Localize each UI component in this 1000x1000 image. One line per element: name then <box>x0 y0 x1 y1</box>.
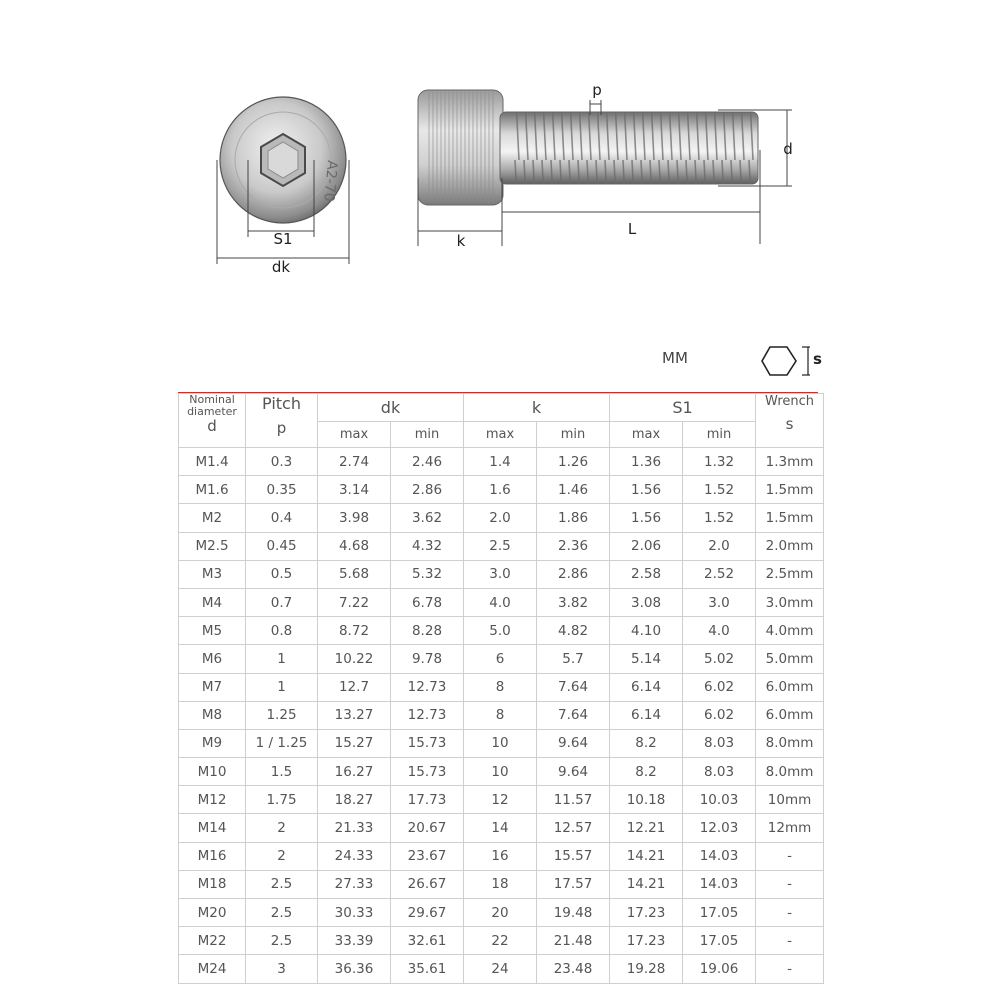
cell-dk-min: 12.73 <box>391 701 464 729</box>
cell-dk-max: 15.27 <box>318 729 391 757</box>
cell-s1-max: 14.21 <box>610 842 683 870</box>
cell-dk-max: 16.27 <box>318 758 391 786</box>
table-row <box>179 588 824 616</box>
cell-d: M24 <box>179 955 246 983</box>
cell-s: 1.3mm <box>756 448 824 476</box>
cell-s1-min: 14.03 <box>683 842 756 870</box>
cell-d: M2 <box>179 504 246 532</box>
cell-k-min: 9.64 <box>537 729 610 757</box>
cell-k-min: 5.7 <box>537 645 610 673</box>
cell-s: 5.0mm <box>756 645 824 673</box>
cell-s: 12mm <box>756 814 824 842</box>
cell-p: 2 <box>246 842 318 870</box>
cell-s1-min: 4.0 <box>683 617 756 645</box>
cell-dk-min: 26.67 <box>391 870 464 898</box>
cell-p: 1 / 1.25 <box>246 729 318 757</box>
cell-s: 10mm <box>756 786 824 814</box>
table-row <box>179 899 824 927</box>
cell-dk-max: 27.33 <box>318 870 391 898</box>
cell-s1-max: 2.58 <box>610 560 683 588</box>
cell-p: 0.3 <box>246 448 318 476</box>
table-row <box>179 870 824 898</box>
table-row <box>179 673 824 701</box>
cell-k-max: 2.5 <box>464 532 537 560</box>
cell-k-max: 16 <box>464 842 537 870</box>
cell-p: 1 <box>246 645 318 673</box>
cell-p: 0.45 <box>246 532 318 560</box>
cell-s1-max: 19.28 <box>610 955 683 983</box>
cell-k-min: 1.26 <box>537 448 610 476</box>
cell-k-min: 12.57 <box>537 814 610 842</box>
header-k: k <box>464 394 610 422</box>
cell-k-min: 21.48 <box>537 927 610 955</box>
cell-dk-min: 9.78 <box>391 645 464 673</box>
table-row <box>179 842 824 870</box>
hexagon-icon <box>752 338 812 384</box>
cell-s1-min: 12.03 <box>683 814 756 842</box>
cell-k-max: 20 <box>464 899 537 927</box>
cell-s1-max: 6.14 <box>610 673 683 701</box>
head-top-view <box>220 97 346 223</box>
cell-s1-max: 1.56 <box>610 476 683 504</box>
cell-d: M12 <box>179 786 246 814</box>
screw-dimension-diagram <box>0 0 1000 320</box>
cell-s: 8.0mm <box>756 729 824 757</box>
cell-s1-max: 8.2 <box>610 758 683 786</box>
cell-s1-min: 1.52 <box>683 504 756 532</box>
cell-k-min: 1.46 <box>537 476 610 504</box>
cell-dk-max: 30.33 <box>318 899 391 927</box>
cell-k-max: 10 <box>464 729 537 757</box>
header-k-min: min <box>537 422 610 448</box>
header-nominal-symbol: d <box>207 417 217 435</box>
cell-k-min: 17.57 <box>537 870 610 898</box>
cell-p: 3 <box>246 955 318 983</box>
cell-k-max: 10 <box>464 758 537 786</box>
header-dk-min: min <box>391 422 464 448</box>
cell-k-max: 8 <box>464 673 537 701</box>
header-dk: dk <box>318 394 464 422</box>
table-row <box>179 645 824 673</box>
cell-dk-min: 20.67 <box>391 814 464 842</box>
cell-d: M7 <box>179 673 246 701</box>
cell-s1-min: 3.0 <box>683 588 756 616</box>
cell-s1-min: 17.05 <box>683 927 756 955</box>
cell-s1-min: 1.32 <box>683 448 756 476</box>
header-nominal-diameter <box>179 394 246 448</box>
header-pitch-symbol: p <box>276 419 287 437</box>
table-row <box>179 927 824 955</box>
header-wrench-symbol: s <box>785 415 794 433</box>
cell-s: 3.0mm <box>756 588 824 616</box>
cell-k-min: 15.57 <box>537 842 610 870</box>
cell-k-min: 1.86 <box>537 504 610 532</box>
cell-dk-max: 18.27 <box>318 786 391 814</box>
cell-p: 0.7 <box>246 588 318 616</box>
cell-s: - <box>756 842 824 870</box>
cell-s1-min: 2.52 <box>683 560 756 588</box>
cell-s1-max: 12.21 <box>610 814 683 842</box>
cell-s1-min: 6.02 <box>683 701 756 729</box>
cell-k-min: 19.48 <box>537 899 610 927</box>
cell-s: 6.0mm <box>756 701 824 729</box>
cell-dk-max: 13.27 <box>318 701 391 729</box>
spec-table-body <box>179 448 824 984</box>
cell-d: M20 <box>179 899 246 927</box>
cell-s1-min: 8.03 <box>683 729 756 757</box>
cell-dk-max: 3.98 <box>318 504 391 532</box>
cell-dk-min: 8.28 <box>391 617 464 645</box>
p-dimension-label: p <box>592 81 602 99</box>
cell-s: 6.0mm <box>756 673 824 701</box>
cell-p: 0.5 <box>246 560 318 588</box>
cell-p: 2 <box>246 814 318 842</box>
l-dimension-label: L <box>627 220 637 238</box>
header-wrench-text: Wrench <box>765 394 814 409</box>
cell-p: 2.5 <box>246 927 318 955</box>
cell-d: M22 <box>179 927 246 955</box>
cell-k-min: 9.64 <box>537 758 610 786</box>
cell-d: M3 <box>179 560 246 588</box>
cell-dk-max: 3.14 <box>318 476 391 504</box>
header-s1-min: min <box>683 422 756 448</box>
cell-p: 1 <box>246 673 318 701</box>
cell-dk-max: 2.74 <box>318 448 391 476</box>
cell-k-max: 18 <box>464 870 537 898</box>
cell-k-min: 11.57 <box>537 786 610 814</box>
cell-d: M18 <box>179 870 246 898</box>
table-row <box>179 729 824 757</box>
table-row <box>179 448 824 476</box>
cell-p: 1.25 <box>246 701 318 729</box>
cell-k-max: 22 <box>464 927 537 955</box>
cell-s: 1.5mm <box>756 504 824 532</box>
cell-dk-max: 5.68 <box>318 560 391 588</box>
cell-k-max: 1.6 <box>464 476 537 504</box>
cell-d: M5 <box>179 617 246 645</box>
cell-s1-min: 8.03 <box>683 758 756 786</box>
cell-k-max: 4.0 <box>464 588 537 616</box>
cell-k-max: 2.0 <box>464 504 537 532</box>
cell-p: 0.35 <box>246 476 318 504</box>
cell-dk-min: 5.32 <box>391 560 464 588</box>
dk-dimension-label: dk <box>271 258 291 276</box>
cell-k-max: 1.4 <box>464 448 537 476</box>
cell-p: 2.5 <box>246 870 318 898</box>
cell-dk-max: 21.33 <box>318 814 391 842</box>
cell-s1-min: 19.06 <box>683 955 756 983</box>
cell-k-min: 7.64 <box>537 673 610 701</box>
cell-dk-max: 10.22 <box>318 645 391 673</box>
cell-dk-min: 4.32 <box>391 532 464 560</box>
screw-side-view <box>418 90 758 205</box>
cell-k-max: 12 <box>464 786 537 814</box>
cell-s: 1.5mm <box>756 476 824 504</box>
cell-dk-min: 17.73 <box>391 786 464 814</box>
cell-p: 2.5 <box>246 899 318 927</box>
cell-p: 0.4 <box>246 504 318 532</box>
header-nominal-text: Nominal diameter <box>187 393 237 418</box>
table-row <box>179 476 824 504</box>
header-wrench <box>756 394 824 448</box>
cell-k-max: 8 <box>464 701 537 729</box>
cell-dk-min: 15.73 <box>391 729 464 757</box>
screw-spec-table <box>178 393 824 984</box>
cell-d: M16 <box>179 842 246 870</box>
table-row <box>179 814 824 842</box>
unit-label: MM <box>662 349 688 367</box>
table-row <box>179 532 824 560</box>
cell-s1-max: 17.23 <box>610 899 683 927</box>
cell-dk-max: 36.36 <box>318 955 391 983</box>
cell-s: 2.5mm <box>756 560 824 588</box>
cell-k-max: 24 <box>464 955 537 983</box>
cell-s: - <box>756 955 824 983</box>
table-row <box>179 786 824 814</box>
cell-d: M10 <box>179 758 246 786</box>
cell-d: M9 <box>179 729 246 757</box>
cell-s1-max: 5.14 <box>610 645 683 673</box>
cell-s1-max: 10.18 <box>610 786 683 814</box>
table-row <box>179 758 824 786</box>
cell-s1-max: 1.56 <box>610 504 683 532</box>
cell-k-max: 3.0 <box>464 560 537 588</box>
header-k-max: max <box>464 422 537 448</box>
cell-s: - <box>756 899 824 927</box>
cell-s1-min: 10.03 <box>683 786 756 814</box>
table-row <box>179 617 824 645</box>
cell-k-max: 14 <box>464 814 537 842</box>
d-dimension-label: d <box>783 140 793 158</box>
cell-s1-min: 5.02 <box>683 645 756 673</box>
cell-dk-max: 24.33 <box>318 842 391 870</box>
cell-s1-max: 17.23 <box>610 927 683 955</box>
cell-dk-min: 3.62 <box>391 504 464 532</box>
cell-d: M4 <box>179 588 246 616</box>
table-row <box>179 504 824 532</box>
cell-s: - <box>756 870 824 898</box>
cell-dk-min: 29.67 <box>391 899 464 927</box>
cell-d: M8 <box>179 701 246 729</box>
head-marking: A2-70 <box>320 159 340 203</box>
cell-dk-min: 23.67 <box>391 842 464 870</box>
cell-s1-min: 6.02 <box>683 673 756 701</box>
cell-k-min: 2.36 <box>537 532 610 560</box>
cell-d: M1.6 <box>179 476 246 504</box>
cell-p: 0.8 <box>246 617 318 645</box>
table-row <box>179 955 824 983</box>
cell-s1-max: 4.10 <box>610 617 683 645</box>
cell-dk-min: 2.46 <box>391 448 464 476</box>
cell-dk-min: 15.73 <box>391 758 464 786</box>
header-s1-max: max <box>610 422 683 448</box>
cell-dk-min: 6.78 <box>391 588 464 616</box>
cell-s: 8.0mm <box>756 758 824 786</box>
cell-p: 1.5 <box>246 758 318 786</box>
header-s1: S1 <box>610 394 756 422</box>
cell-s1-max: 2.06 <box>610 532 683 560</box>
table-row <box>179 560 824 588</box>
cell-d: M14 <box>179 814 246 842</box>
cell-k-min: 7.64 <box>537 701 610 729</box>
cell-dk-min: 35.61 <box>391 955 464 983</box>
cell-p: 1.75 <box>246 786 318 814</box>
cell-s: 4.0mm <box>756 617 824 645</box>
cell-s: - <box>756 927 824 955</box>
cell-dk-max: 33.39 <box>318 927 391 955</box>
k-dimension-label: k <box>456 232 466 250</box>
cell-s1-max: 1.36 <box>610 448 683 476</box>
cell-dk-max: 7.22 <box>318 588 391 616</box>
cell-k-min: 3.82 <box>537 588 610 616</box>
header-pitch <box>246 394 318 448</box>
cell-s1-max: 3.08 <box>610 588 683 616</box>
wrench-size-legend <box>752 338 832 384</box>
cell-d: M2.5 <box>179 532 246 560</box>
cell-dk-min: 32.61 <box>391 927 464 955</box>
cell-d: M6 <box>179 645 246 673</box>
cell-s1-min: 2.0 <box>683 532 756 560</box>
cell-k-min: 4.82 <box>537 617 610 645</box>
cell-dk-min: 2.86 <box>391 476 464 504</box>
cell-dk-max: 12.7 <box>318 673 391 701</box>
cell-k-min: 23.48 <box>537 955 610 983</box>
cell-d: M1.4 <box>179 448 246 476</box>
cell-k-max: 6 <box>464 645 537 673</box>
cell-s1-min: 17.05 <box>683 899 756 927</box>
header-dk-max: max <box>318 422 391 448</box>
cell-s1-max: 6.14 <box>610 701 683 729</box>
cell-s: 2.0mm <box>756 532 824 560</box>
header-pitch-text: Pitch <box>262 394 301 413</box>
cell-s1-min: 14.03 <box>683 870 756 898</box>
cell-dk-max: 4.68 <box>318 532 391 560</box>
cell-s1-min: 1.52 <box>683 476 756 504</box>
table-row <box>179 701 824 729</box>
s1-dimension-label: S1 <box>273 230 293 248</box>
cell-s1-max: 8.2 <box>610 729 683 757</box>
wrench-legend-label: s <box>813 350 822 368</box>
cell-dk-max: 8.72 <box>318 617 391 645</box>
cell-k-min: 2.86 <box>537 560 610 588</box>
cell-k-max: 5.0 <box>464 617 537 645</box>
cell-dk-min: 12.73 <box>391 673 464 701</box>
cell-s1-max: 14.21 <box>610 870 683 898</box>
